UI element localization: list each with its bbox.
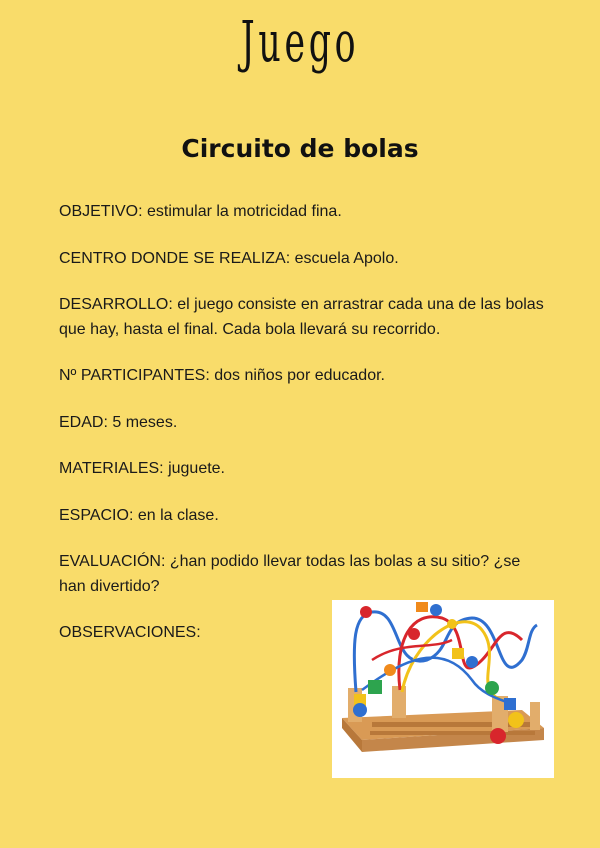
game-details <box>59 200 549 668</box>
field-evaluacion: EVALUACIÓN: ¿han podido llevar todas las bolas a su sitio? ¿se han divertido? <box>59 553 521 595</box>
field-espacio: ESPACIO: en la clase. <box>59 506 219 524</box>
field-desarrollo: DESARROLLO: el juego consiste en arrastrar cada una de las bolas que hay, hasta el final. Cada bola llevará su recorrido. <box>59 296 544 338</box>
field-participantes: Nº PARTICIPANTES: dos niños por educador. <box>59 367 385 384</box>
field-objetivo: OBJETIVO: estimular la motricidad fina. <box>59 203 342 220</box>
field-edad: EDAD: 5 meses. <box>59 413 178 431</box>
page-title: Juego <box>240 10 360 75</box>
field-materiales: MATERIALES: juguete. <box>59 460 225 477</box>
field-observaciones: OBSERVACIONES: <box>59 624 201 641</box>
field-centro: CENTRO DONDE SE REALIZA: escuela Apolo. <box>59 249 399 267</box>
game-name: Circuito de bolas <box>181 134 419 163</box>
bead-maze-toy-image <box>332 600 554 778</box>
